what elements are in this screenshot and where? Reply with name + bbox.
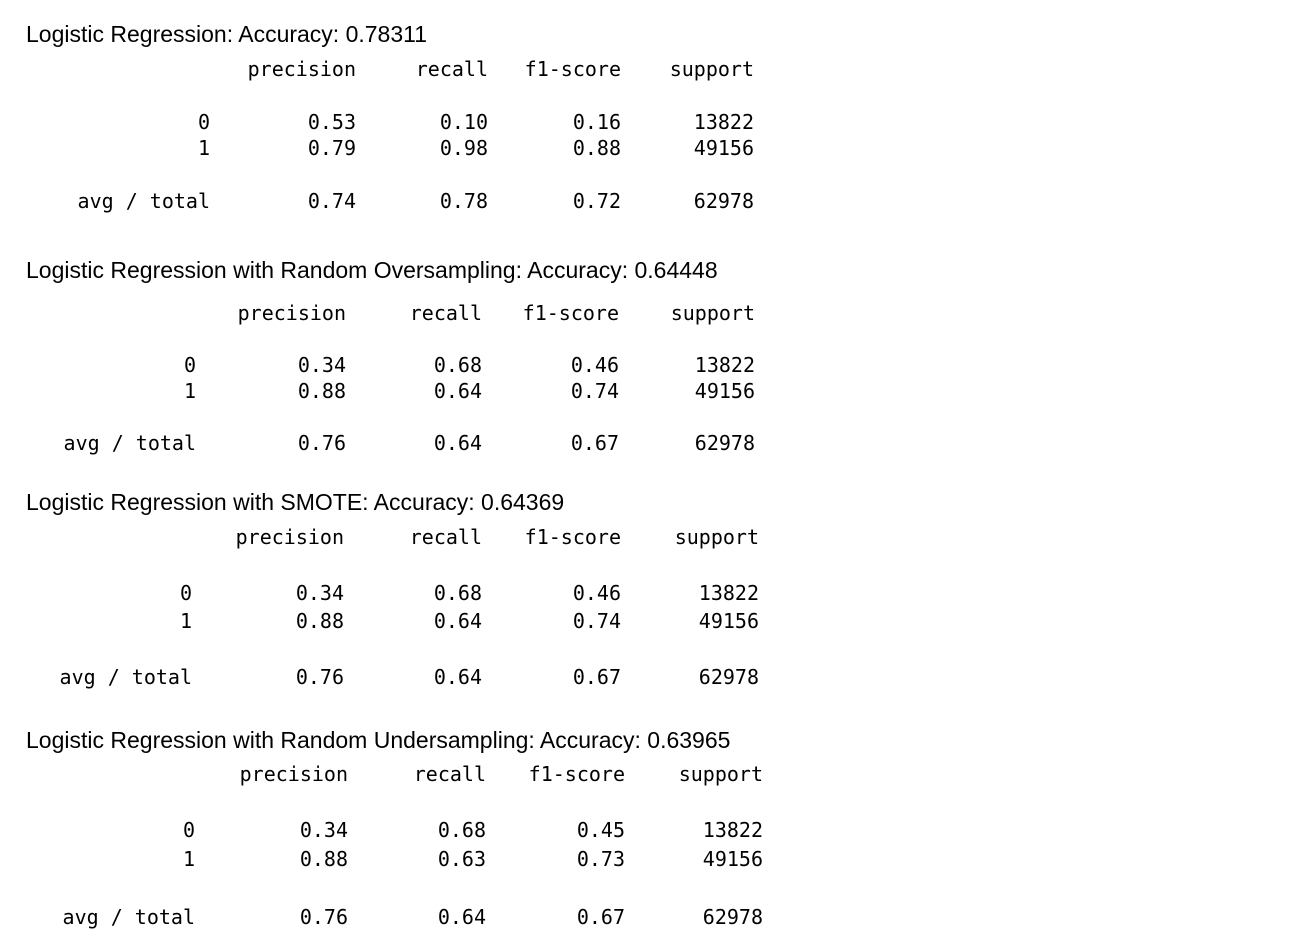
report-title: Logistic Regression with Random Undersampling: Accuracy: 0.63965 — [26, 727, 731, 753]
cell-support: 49156 — [694, 379, 755, 403]
total-support: 62978 — [694, 431, 755, 455]
cell-support: 13822 — [693, 110, 754, 134]
total-support: 62978 — [702, 905, 763, 929]
header-support: support — [674, 525, 759, 549]
report-title: Logistic Regression with Random Oversampling: Accuracy: 0.64448 — [26, 257, 718, 283]
cell-f1-score: 0.73 — [576, 847, 625, 871]
total-precision: 0.76 — [299, 905, 348, 929]
cell-f1-score: 0.46 — [572, 581, 621, 605]
cell-support: 13822 — [694, 353, 755, 377]
cell-recall: 0.68 — [433, 581, 482, 605]
total-support: 62978 — [693, 189, 754, 213]
total-label: avg / total — [77, 189, 210, 213]
header-support: support — [670, 301, 755, 325]
header-recall: recall — [413, 762, 486, 786]
cell-precision: 0.88 — [299, 847, 348, 871]
row-label: 1 — [197, 136, 210, 160]
total-recall: 0.64 — [433, 431, 482, 455]
total-precision: 0.74 — [307, 189, 356, 213]
total-f1-score: 0.67 — [576, 905, 625, 929]
row-label: 0 — [179, 581, 192, 605]
cell-recall: 0.64 — [433, 609, 482, 633]
cell-precision: 0.79 — [307, 136, 356, 160]
header-precision: precision — [239, 762, 348, 786]
header-f1-score: f1-score — [524, 525, 621, 549]
cell-support: 13822 — [698, 581, 759, 605]
header-support: support — [678, 762, 763, 786]
report-title: Logistic Regression: Accuracy: 0.78311 — [26, 21, 428, 47]
cell-precision: 0.34 — [297, 353, 346, 377]
cell-f1-score: 0.46 — [570, 353, 619, 377]
header-precision: precision — [237, 301, 346, 325]
report-title: Logistic Regression with SMOTE: Accuracy: 0.64369 — [26, 489, 565, 515]
header-recall: recall — [415, 57, 488, 81]
row-label: 0 — [183, 353, 196, 377]
row-label: 1 — [179, 609, 192, 633]
cell-recall: 0.68 — [433, 353, 482, 377]
cell-support: 49156 — [693, 136, 754, 160]
cell-f1-score: 0.16 — [572, 110, 621, 134]
header-recall: recall — [409, 525, 482, 549]
cell-f1-score: 0.45 — [576, 818, 625, 842]
cell-recall: 0.63 — [437, 847, 486, 871]
header-precision: precision — [235, 525, 344, 549]
header-f1-score: f1-score — [528, 762, 625, 786]
cell-recall: 0.64 — [433, 379, 482, 403]
total-recall: 0.64 — [437, 905, 486, 929]
header-precision: precision — [247, 57, 356, 81]
total-f1-score: 0.67 — [572, 665, 621, 689]
total-f1-score: 0.72 — [572, 189, 621, 213]
row-label: 0 — [182, 818, 195, 842]
row-label: 0 — [197, 110, 210, 134]
cell-recall: 0.10 — [439, 110, 488, 134]
cell-recall: 0.68 — [437, 818, 486, 842]
cell-f1-score: 0.74 — [572, 609, 621, 633]
header-recall: recall — [409, 301, 482, 325]
total-label: avg / total — [62, 905, 195, 929]
cell-support: 49156 — [698, 609, 759, 633]
header-support: support — [669, 57, 754, 81]
total-support: 62978 — [698, 665, 759, 689]
cell-precision: 0.53 — [307, 110, 356, 134]
total-precision: 0.76 — [295, 665, 344, 689]
cell-support: 49156 — [702, 847, 763, 871]
cell-precision: 0.88 — [295, 609, 344, 633]
cell-precision: 0.34 — [299, 818, 348, 842]
total-f1-score: 0.67 — [570, 431, 619, 455]
total-label: avg / total — [59, 665, 192, 689]
cell-f1-score: 0.74 — [570, 379, 619, 403]
total-recall: 0.64 — [433, 665, 482, 689]
cell-f1-score: 0.88 — [572, 136, 621, 160]
total-label: avg / total — [63, 431, 196, 455]
total-recall: 0.78 — [439, 189, 488, 213]
header-f1-score: f1-score — [522, 301, 619, 325]
cell-recall: 0.98 — [439, 136, 488, 160]
cell-precision: 0.88 — [297, 379, 346, 403]
total-precision: 0.76 — [297, 431, 346, 455]
cell-precision: 0.34 — [295, 581, 344, 605]
cell-support: 13822 — [702, 818, 763, 842]
row-label: 1 — [182, 847, 195, 871]
row-label: 1 — [183, 379, 196, 403]
header-f1-score: f1-score — [524, 57, 621, 81]
